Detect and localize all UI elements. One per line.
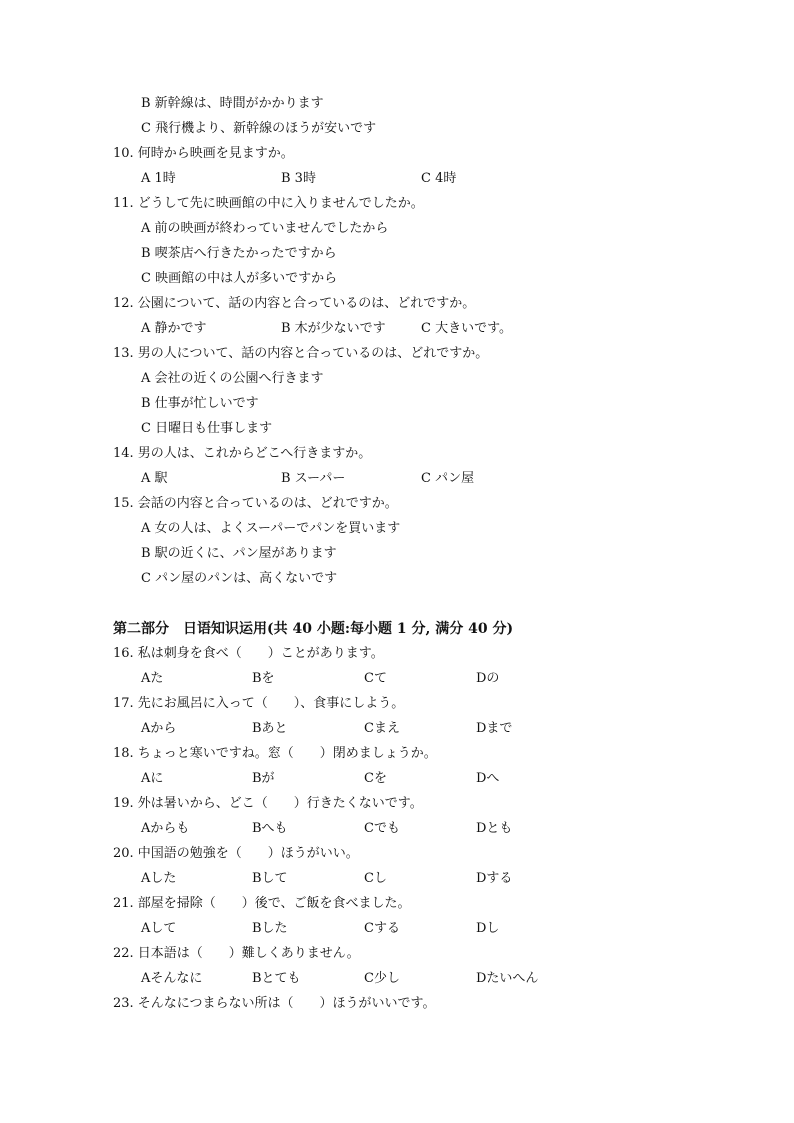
q16-option-c: Cて	[364, 671, 387, 686]
q9-option-c: C 飛行機より、新幹線のほうが安いです	[141, 121, 377, 136]
q22-option-a: Aそんなに	[141, 971, 203, 986]
q17-option-b: Bあと	[252, 721, 288, 736]
q19-option-d: Dとも	[476, 821, 513, 836]
q12-stem: 12. 公園について、話の内容と合っているのは、どれですか。	[113, 296, 476, 311]
q13-option-a: A 会社の近くの公園へ行きます	[141, 371, 324, 386]
q11-option-c: C 映画館の中は人が多いですから	[141, 271, 338, 286]
q22-option-c: C少し	[364, 971, 400, 986]
q10-option-a: A 1時	[141, 171, 176, 186]
q11-option-a: A 前の映画が終わっていませんでしたから	[141, 221, 389, 236]
q11-option-b: B 喫茶店へ行きたかったですから	[141, 246, 337, 261]
q14-option-c: C パン屋	[421, 471, 475, 486]
q18-option-d: Dへ	[476, 771, 500, 786]
q17-option-a: Aから	[141, 721, 177, 736]
q17-stem: 17. 先にお風呂に入って（ ）、食事にしよう。	[113, 696, 405, 711]
q12-option-b: B 木が少ないです	[281, 321, 386, 336]
q14-stem: 14. 男の人は、これからどこへ行きますか。	[113, 446, 372, 461]
q23-stem: 23. そんなにつまらない所は（ ）ほうがいいです。	[113, 996, 436, 1011]
q13-stem: 13. 男の人について、話の内容と合っているのは、どれですか。	[113, 346, 489, 361]
q21-option-c: Cする	[364, 921, 400, 936]
q21-stem: 21. 部屋を掃除（ ）後で、ご飯を食べました。	[113, 896, 411, 911]
q18-option-a: Aに	[141, 771, 164, 786]
q22-stem: 22. 日本語は（ ）難しくありません。	[113, 946, 360, 961]
q18-option-c: Cを	[364, 771, 387, 786]
q13-option-c: C 日曜日も仕事します	[141, 421, 273, 436]
q20-option-c: Cし	[364, 871, 387, 886]
q18-stem: 18. ちょっと寒いですね。窓（ ）閉めましょうか。	[113, 746, 437, 761]
q22-option-d: Dたいへん	[476, 971, 539, 986]
q16-option-a: Aた	[141, 671, 164, 686]
q15-option-b: B 駅の近くに、パン屋があります	[141, 546, 337, 561]
q10-option-c: C 4時	[421, 171, 457, 186]
q20-option-a: Aした	[141, 871, 177, 886]
q15-option-a: A 女の人は、よくスーパーでパンを買います	[141, 521, 401, 536]
q22-option-b: Bとても	[252, 971, 301, 986]
q19-option-a: Aからも	[141, 821, 190, 836]
q19-stem: 19. 外は暑いから、どこ（ ）行きたくないです。	[113, 796, 423, 811]
q16-option-b: Bを	[252, 671, 275, 686]
q17-option-c: Cまえ	[364, 721, 400, 736]
q16-stem: 16. 私は刺身を食べ（ ）ことがあります。	[113, 646, 384, 661]
q16-option-d: Dの	[476, 671, 500, 686]
q14-option-b: B スーパー	[281, 471, 346, 486]
part2-heading: 第二部分 日语知识运用(共 40 小题:每小题 1 分, 满分 40 分)	[113, 621, 514, 637]
q10-stem: 10. 何時から映画を見ますか。	[113, 146, 294, 161]
q19-option-b: Bへも	[252, 821, 288, 836]
q17-option-d: Dまで	[476, 721, 513, 736]
q15-stem: 15. 会話の内容と合っているのは、どれですか。	[113, 496, 398, 511]
q18-option-b: Bが	[252, 771, 275, 786]
q15-option-c: C パン屋のパンは、高くないです	[141, 571, 338, 586]
q20-stem: 20. 中国語の勉強を（ ）ほうがいい。	[113, 846, 359, 861]
q21-option-d: Dし	[476, 921, 500, 936]
q10-option-b: B 3時	[281, 171, 316, 186]
q19-option-c: Cでも	[364, 821, 400, 836]
q12-option-a: A 静かです	[141, 321, 207, 336]
q21-option-a: Aして	[141, 921, 177, 936]
q20-option-b: Bして	[252, 871, 288, 886]
q14-option-a: A 駅	[141, 471, 168, 486]
q12-option-c: C 大きいです。	[421, 321, 513, 336]
q21-option-b: Bした	[252, 921, 288, 936]
q13-option-b: B 仕事が忙しいです	[141, 396, 259, 411]
q20-option-d: Dする	[476, 871, 513, 886]
q9-option-b: B 新幹線は、時間がかかります	[141, 96, 324, 111]
q11-stem: 11. どうして先に映画館の中に入りませんでしたか。	[113, 196, 424, 211]
